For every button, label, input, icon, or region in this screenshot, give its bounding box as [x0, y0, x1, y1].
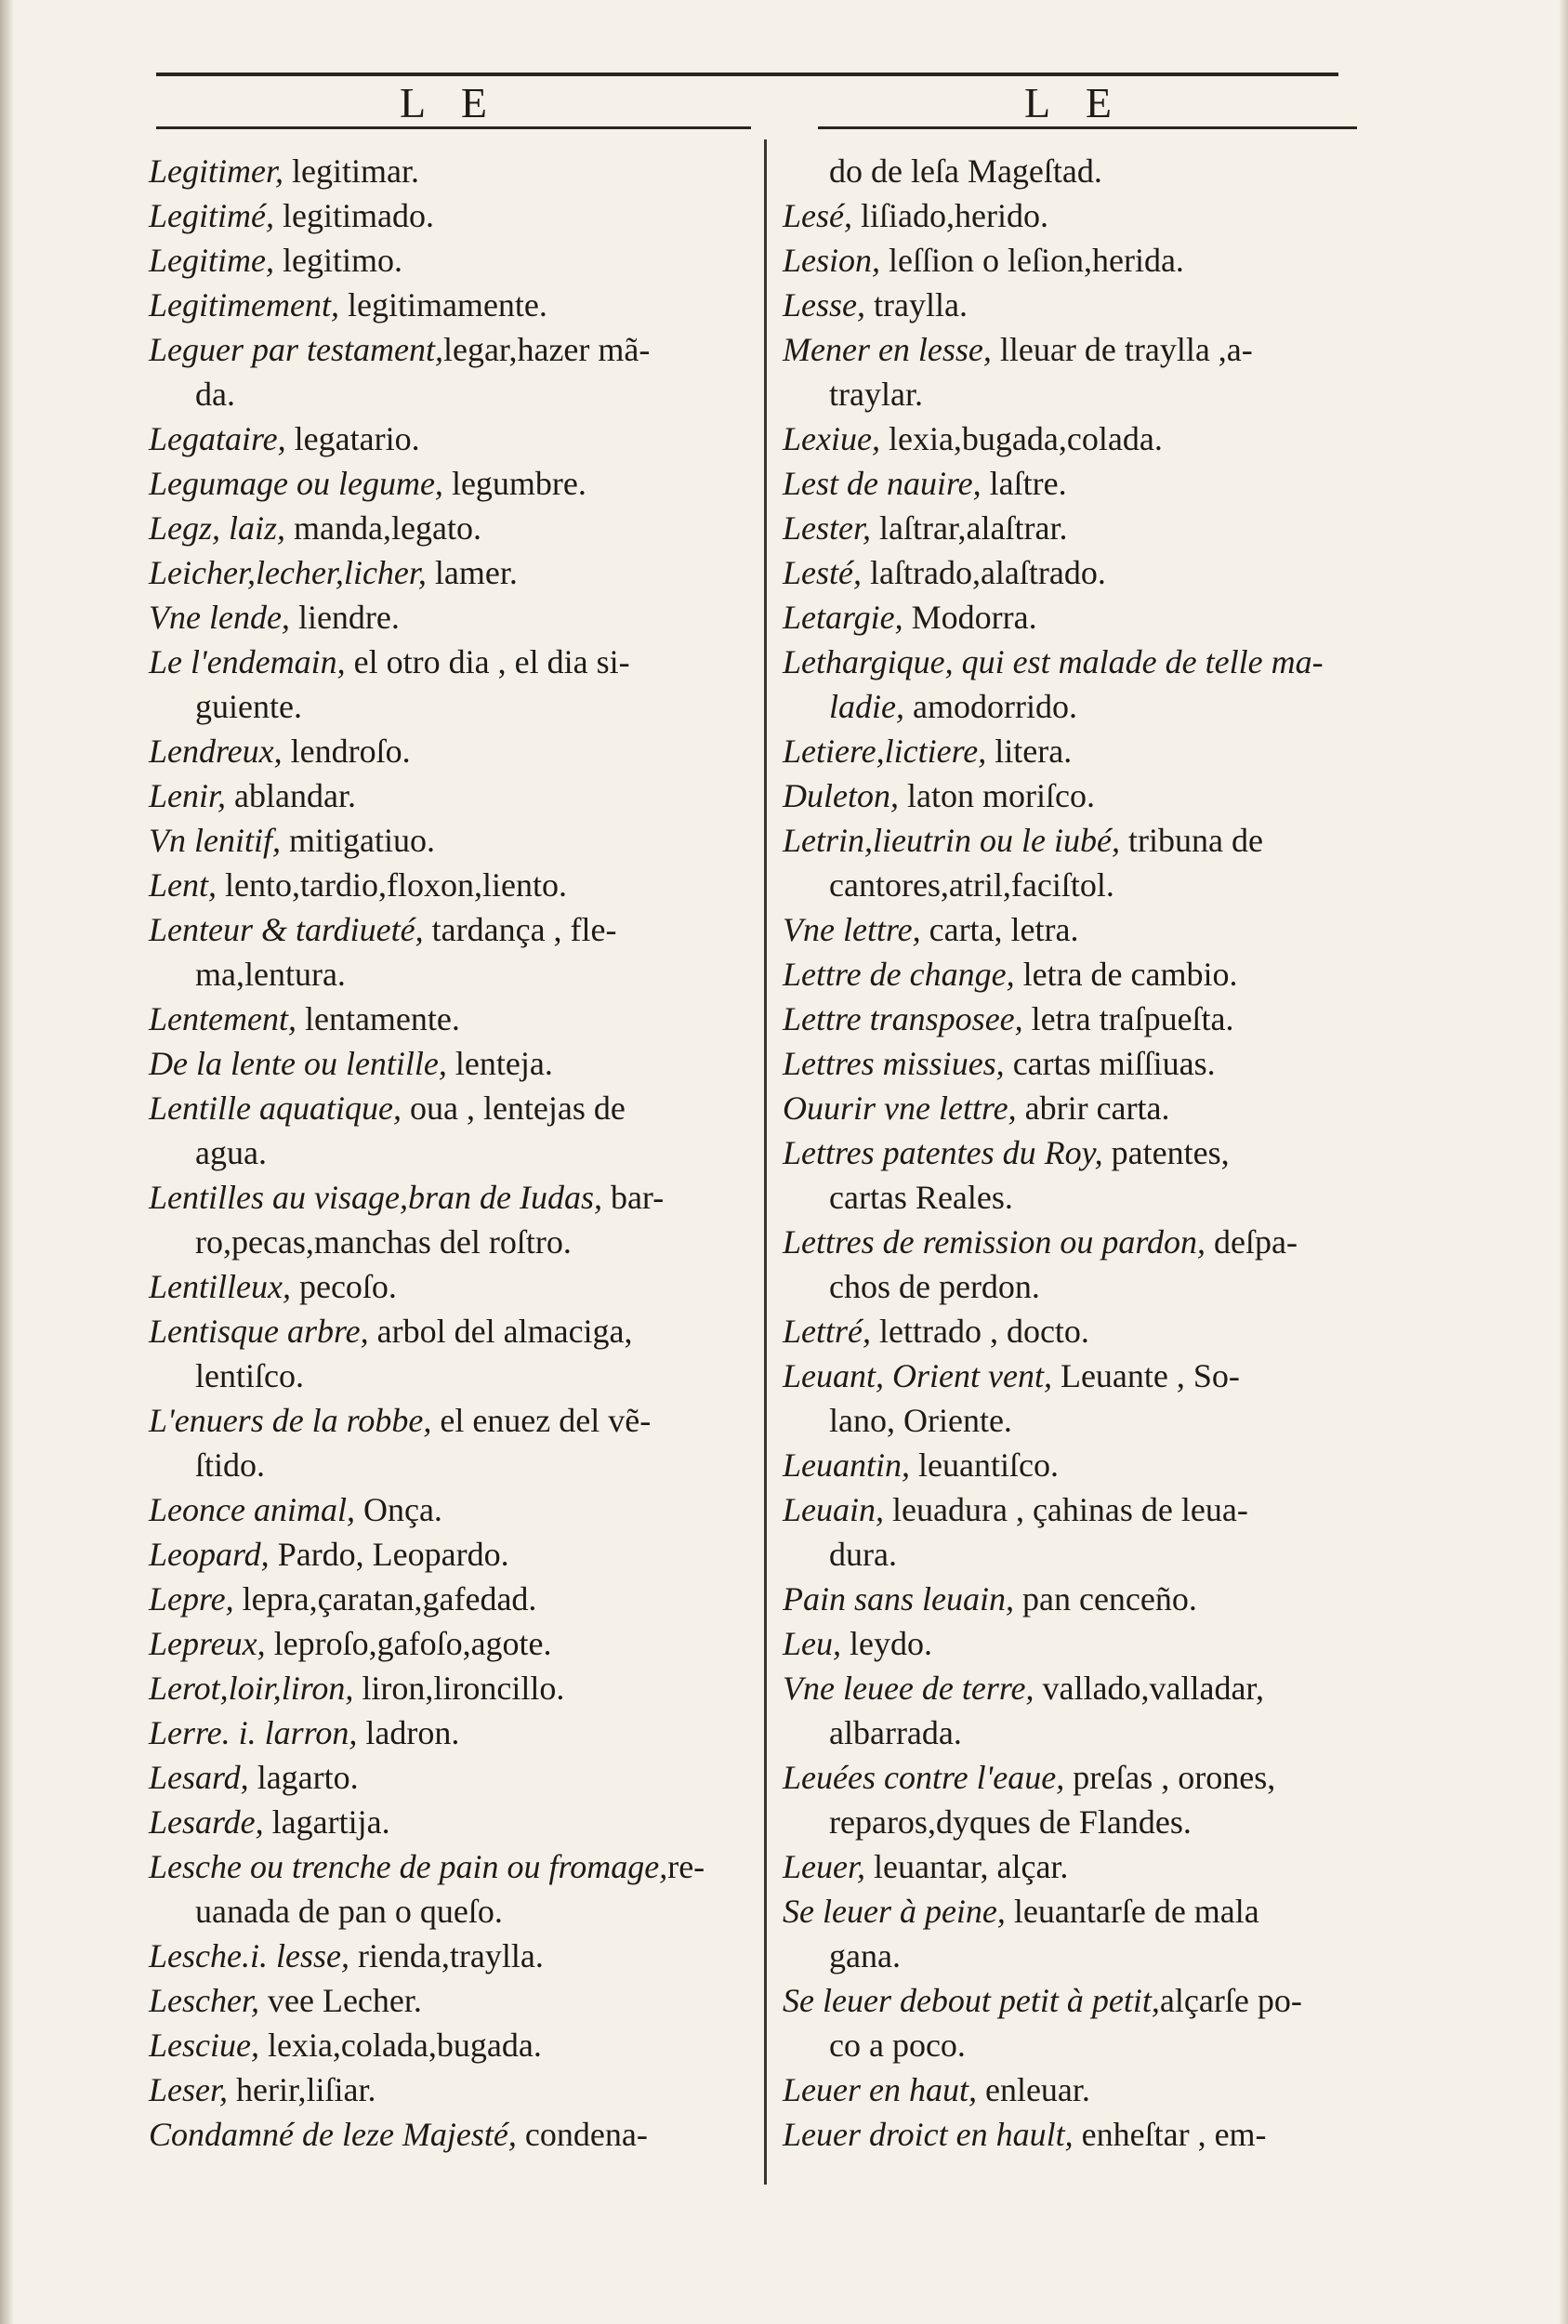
headword: Legitimement,	[149, 286, 339, 324]
headword: Lentilleux,	[149, 1268, 291, 1305]
definition: laſtrar,alaſtrar.	[871, 509, 1068, 547]
headword: Lesté,	[783, 554, 862, 591]
dictionary-entry	[783, 1487, 1368, 1577]
dictionary-entry	[149, 863, 725, 907]
column-divider	[764, 139, 767, 2185]
headword: Lentille aquatique,	[149, 1089, 402, 1127]
dictionary-entry	[783, 729, 1368, 773]
dictionary-entry	[149, 2067, 725, 2112]
dictionary-entry	[783, 773, 1368, 818]
definition: lentamente.	[296, 1000, 460, 1037]
dictionary-entry	[149, 1041, 725, 1086]
headword: Lerot,loir,liron,	[149, 1670, 354, 1707]
headword: Leuer en haut,	[783, 2071, 977, 2108]
definition: rienda,traylla.	[349, 1937, 544, 1974]
dictionary-entry	[149, 193, 725, 238]
definition-continuation: lano, Oriente.	[829, 1402, 1012, 1439]
headword: Duleton,	[783, 777, 899, 814]
definition: enleuar.	[976, 2071, 1090, 2108]
headword: Condamné de leze Majesté,	[149, 2116, 517, 2153]
definition: arbol del almaciga,	[368, 1313, 633, 1350]
continuation-line	[149, 372, 725, 416]
dictionary-entry	[783, 238, 1368, 283]
continuation-line	[149, 1130, 725, 1175]
headword: Lentilles au visage,bran de Iudas,	[149, 1179, 602, 1216]
headword: Lesarde,	[149, 1803, 264, 1841]
dictionary-entry	[149, 997, 725, 1041]
headword: Lentement,	[149, 1000, 296, 1037]
definition-continuation: ro,pecas,manchas del roſtro.	[195, 1223, 572, 1261]
definition: leuantarſe de mala	[1005, 1893, 1259, 1930]
headword: Letrin,lieutrin ou le iubé,	[783, 822, 1120, 859]
definition-continuation: reparos,dyques de Flandes.	[829, 1803, 1192, 1841]
definition: leuantiſco.	[910, 1446, 1059, 1484]
headword: Ouurir vne lettre,	[783, 1089, 1017, 1127]
dictionary-entry	[783, 1041, 1368, 1086]
dictionary-entry	[149, 149, 725, 193]
dictionary-entry	[149, 907, 725, 997]
definition: vallado,valladar,	[1034, 1670, 1264, 1707]
definition: preſas , orones,	[1064, 1759, 1276, 1796]
continuation-line	[783, 1398, 1368, 1443]
headword: Lesche ou trenche de pain ou fromage,	[149, 1848, 668, 1885]
headword: Leuain,	[783, 1491, 885, 1528]
definition-continuation: lentiſco.	[195, 1357, 304, 1394]
headword: Legumage ou legume,	[149, 465, 443, 502]
dictionary-entry	[149, 1844, 725, 1934]
definition: laton moriſco.	[898, 777, 1095, 814]
headword: Vne lende,	[149, 599, 290, 636]
headword: Le l'endemain,	[149, 643, 346, 680]
continuation-line	[783, 684, 1368, 729]
definition: letra traſpueſta.	[1022, 1000, 1234, 1037]
dictionary-entry	[149, 1398, 725, 1487]
continuation-line	[783, 1800, 1368, 1844]
continuation-line	[783, 1264, 1368, 1309]
dictionary-entry	[783, 1220, 1368, 1309]
dictionary-entry	[149, 729, 725, 773]
dictionary-entry	[783, 1978, 1368, 2067]
definition: lenteja.	[446, 1045, 553, 1082]
top-rule	[156, 73, 1338, 76]
headword: Legitimé,	[149, 197, 274, 234]
continuation-line	[783, 1710, 1368, 1755]
headword: Letargie,	[783, 599, 903, 636]
dictionary-entry	[149, 1621, 725, 1666]
dictionary-entry	[149, 1666, 725, 1710]
dictionary-entry	[783, 997, 1368, 1041]
headword: Mener en lesse,	[783, 331, 992, 368]
dictionary-entry	[783, 461, 1368, 506]
dictionary-entry	[783, 149, 1368, 193]
definition: leproſo,gafoſo,agote.	[265, 1625, 552, 1662]
continuation-line	[783, 863, 1368, 907]
continuation-line	[149, 952, 725, 997]
definition: el enuez del vẽ-	[431, 1402, 652, 1439]
definition-continuation: ſtido.	[195, 1446, 266, 1484]
headword: Lesciue,	[149, 2027, 259, 2064]
headword: Lendreux,	[149, 733, 283, 770]
definition: lamer.	[426, 554, 518, 591]
dictionary-entry	[783, 193, 1368, 238]
dictionary-entry	[783, 1755, 1368, 1844]
headword: Lettre de change,	[783, 956, 1015, 993]
definition: leydo.	[841, 1625, 932, 1662]
definition: lexia,colada,bugada.	[258, 2027, 542, 2064]
continuation-line	[783, 372, 1368, 416]
dictionary-entry	[149, 506, 725, 550]
definition: laſtre.	[981, 465, 1067, 502]
dictionary-entry	[783, 416, 1368, 461]
definition: legitimo.	[273, 242, 402, 279]
continuation-line	[783, 1532, 1368, 1577]
definition: lento,tardio,floxon,liento.	[217, 866, 567, 904]
headword: Lentisque arbre,	[149, 1313, 369, 1350]
headword: Lettré,	[783, 1313, 871, 1350]
dictionary-entry	[149, 640, 725, 729]
headword: Legz, laiz,	[149, 509, 286, 547]
definition: tribuna de	[1119, 822, 1263, 859]
continuation-line	[149, 1220, 725, 1264]
definition-continuation: cantores,atril,faciſtol.	[829, 866, 1114, 904]
definition: lleuar de traylla ,a-	[991, 331, 1253, 368]
definition-continuation: chos de perdon.	[829, 1268, 1040, 1305]
headword: Lesche.i. lesse,	[149, 1937, 349, 1974]
dictionary-entry	[783, 1577, 1368, 1621]
definition-continuation: albarrada.	[829, 1714, 962, 1751]
definition: Modorra.	[903, 599, 1037, 636]
headword: Lettre transposee,	[783, 1000, 1023, 1037]
headword: L'enuers de la robbe,	[149, 1402, 432, 1439]
headword: Leopard,	[149, 1536, 270, 1573]
headword-continuation: ladie,	[829, 688, 904, 725]
headword: Vne lettre,	[783, 911, 921, 948]
continuation-line	[149, 1443, 725, 1487]
right-column	[783, 149, 1368, 2157]
dictionary-entry	[149, 461, 725, 506]
definition: condena-	[516, 2116, 648, 2153]
definition: legumbre.	[442, 465, 586, 502]
headword: Lettres de remission ou pardon,	[783, 1223, 1206, 1261]
headword: Leonce animal,	[149, 1491, 355, 1528]
definition: ladron.	[357, 1714, 460, 1751]
headword: Lesard,	[149, 1759, 249, 1796]
definition: vee Lecher.	[259, 1982, 422, 2019]
definition: re-	[667, 1848, 705, 1885]
definition-continuation: co a poco.	[829, 2027, 966, 2064]
header-rule-right	[818, 126, 1357, 129]
headword: Leuer,	[783, 1848, 865, 1885]
headword: Lesé,	[783, 197, 852, 234]
dictionary-entry	[149, 1934, 725, 1978]
headword: Legitime,	[149, 242, 274, 279]
definition: leuantar, alçar.	[865, 1848, 1069, 1885]
definition: traylla.	[865, 286, 968, 324]
dictionary-entry	[149, 2112, 725, 2157]
headword: Lester,	[783, 509, 872, 547]
definition: alçarſe po-	[1159, 1982, 1302, 2019]
definition-continuation: agua.	[195, 1134, 267, 1171]
dictionary-entry	[149, 283, 725, 327]
definition-continuation: traylar.	[829, 376, 923, 413]
dictionary-entry	[149, 1264, 725, 1309]
dictionary-entry	[783, 1844, 1368, 1889]
definition: Leuante , So-	[1051, 1357, 1240, 1394]
dictionary-entry	[149, 1710, 725, 1755]
headword: Lesse,	[783, 286, 865, 324]
dictionary-entry	[783, 640, 1368, 729]
headword: Se leuer à peine,	[783, 1893, 1006, 1930]
headword: Lenir,	[149, 777, 227, 814]
dictionary-entry	[149, 1175, 725, 1264]
definition: legitimado.	[273, 197, 434, 234]
definition: lagarto.	[248, 1759, 359, 1796]
continuation-line	[149, 1353, 725, 1398]
headword: Se leuer debout petit à petit,	[783, 1982, 1160, 2019]
definition: Onça.	[354, 1491, 442, 1528]
headword: Legitimer,	[149, 152, 284, 190]
definition: legitimamente.	[338, 286, 547, 324]
headword: Pain sans leuain,	[783, 1580, 1014, 1618]
headword: Leu,	[783, 1625, 841, 1662]
definition: liron,lironcillo.	[353, 1670, 565, 1707]
dictionary-entry	[783, 1353, 1368, 1443]
definition: deſpa-	[1206, 1223, 1298, 1261]
definition: cartas miſſiuas.	[1004, 1045, 1216, 1082]
headword: Lepre,	[149, 1580, 234, 1618]
definition: do de leſa Mageſtad.	[829, 152, 1102, 190]
definition: carta, letra.	[920, 911, 1079, 948]
definition: abrir carta.	[1016, 1089, 1170, 1127]
headword: Lexiue,	[783, 420, 880, 457]
definition: laſtrado,alaſtrado.	[862, 554, 1106, 591]
headword: Legataire,	[149, 420, 286, 457]
headword: Lest de nauire,	[783, 465, 982, 502]
dictionary-entry	[149, 2023, 725, 2067]
headword: Leguer par testament,	[149, 331, 443, 368]
definition: lendroſo.	[282, 733, 411, 770]
definition: legatario.	[285, 420, 420, 457]
dictionary-entry	[783, 2067, 1368, 2112]
definition-continuation: amodorrido.	[903, 688, 1077, 725]
continuation-line	[783, 1175, 1368, 1220]
dictionary-entry	[783, 1130, 1368, 1220]
dictionary-entry	[149, 773, 725, 818]
continuation-line	[783, 1934, 1368, 1978]
definition: letra de cambio.	[1014, 956, 1238, 993]
headword: Letiere,lictiere,	[783, 733, 987, 770]
headword: Lesion,	[783, 242, 881, 279]
dictionary-entry	[149, 238, 725, 283]
dictionary-entry	[149, 1487, 725, 1532]
dictionary-entry	[783, 907, 1368, 952]
dictionary-entry	[783, 506, 1368, 550]
headword: Lettres missiues,	[783, 1045, 1005, 1082]
dictionary-entry	[149, 550, 725, 595]
dictionary-entry	[783, 1621, 1368, 1666]
headword: Lettres patentes du Roy,	[783, 1134, 1103, 1171]
definition: litera.	[986, 733, 1073, 770]
dictionary-entry	[783, 283, 1368, 327]
headword: Lenteur & tardiueté,	[149, 911, 424, 948]
dictionary-entry	[783, 952, 1368, 997]
page-edge-left	[0, 0, 13, 2324]
headword: Vne leuee de terre,	[783, 1670, 1034, 1707]
headword: Vn lenitif,	[149, 822, 281, 859]
dictionary-entry	[149, 818, 725, 863]
dictionary-entry	[149, 1978, 725, 2023]
headword: Leuer droict en hault,	[783, 2116, 1074, 2153]
headword: Lepreux,	[149, 1625, 266, 1662]
dictionary-entry	[783, 1666, 1368, 1755]
definition: herir,liſiar.	[228, 2071, 376, 2108]
definition-continuation: da.	[195, 376, 235, 413]
headword: Lescher,	[149, 1982, 259, 2019]
dictionary-entry	[783, 550, 1368, 595]
headword: Leuées contre l'eaue,	[783, 1759, 1065, 1796]
running-header-right: L E	[1024, 79, 1125, 126]
headword: Leicher,lecher,licher,	[149, 554, 427, 591]
definition-continuation: dura.	[829, 1536, 897, 1573]
dictionary-entry	[783, 1889, 1368, 1978]
definition: lagartija.	[263, 1803, 390, 1841]
headword: Lerre. i. larron,	[149, 1714, 358, 1751]
dictionary-entry	[783, 327, 1368, 416]
definition: lettrado , docto.	[871, 1313, 1089, 1350]
headword: Leuantin,	[783, 1446, 911, 1484]
definition: lepra,çaratan,gafedad.	[233, 1580, 537, 1618]
dictionary-entry	[149, 1755, 725, 1800]
continuation-line	[783, 2023, 1368, 2067]
dictionary-entry	[149, 416, 725, 461]
dictionary-entry	[149, 1086, 725, 1175]
dictionary-entry	[783, 1086, 1368, 1130]
definition-continuation: gana.	[829, 1937, 901, 1974]
definition-continuation: uanada de pan o queſo.	[195, 1893, 503, 1930]
headword: Lent,	[149, 866, 217, 904]
definition: bar-	[601, 1179, 665, 1216]
definition: oua , lentejas de	[401, 1089, 626, 1127]
dictionary-entry	[149, 1532, 725, 1577]
dictionary-entry	[149, 1577, 725, 1621]
definition: manda,legato.	[285, 509, 481, 547]
definition: leuadura , çahinas de leua-	[884, 1491, 1248, 1528]
dictionary-entry	[783, 1309, 1368, 1353]
left-column	[149, 149, 725, 2157]
definition: legitimar.	[283, 152, 419, 190]
definition: enheſtar , em-	[1073, 2116, 1267, 2153]
dictionary-entry	[783, 2112, 1368, 2157]
dictionary-entry	[783, 1443, 1368, 1487]
dictionary-entry	[783, 818, 1368, 907]
continuation-line	[149, 684, 725, 729]
dictionary-entry	[149, 595, 725, 640]
definition: liſiado,herido.	[852, 197, 1048, 234]
header-rule-left	[156, 126, 751, 129]
dictionary-entry	[783, 595, 1368, 640]
page-edge-right	[1559, 0, 1568, 2324]
headword: Leuant, Orient vent,	[783, 1357, 1052, 1394]
definition: ablandar.	[226, 777, 356, 814]
definition: mitigatiuo.	[280, 822, 435, 859]
definition-continuation: ma,lentura.	[195, 956, 346, 993]
definition-continuation: guiente.	[195, 688, 302, 725]
definition: liendre.	[289, 599, 400, 636]
definition: legar,hazer mã-	[442, 331, 651, 368]
definition: el otro dia , el dia si-	[345, 643, 630, 680]
definition: Pardo, Leopardo.	[269, 1536, 509, 1573]
definition-continuation: cartas Reales.	[829, 1179, 1013, 1216]
dictionary-entry	[149, 327, 725, 416]
definition: patentes,	[1102, 1134, 1230, 1171]
running-header-left: L E	[400, 79, 500, 126]
dictionary-entry	[149, 1800, 725, 1844]
dictionary-entry	[149, 1309, 725, 1398]
definition: pecoſo.	[290, 1268, 397, 1305]
definition: tardança , fle-	[423, 911, 617, 948]
continuation-line	[149, 1889, 725, 1934]
definition: pan cenceño.	[1014, 1580, 1197, 1618]
headword: Leser,	[149, 2071, 229, 2108]
definition: lexia,bugada,colada.	[879, 420, 1163, 457]
definition: leſſion o leſion,herida.	[880, 242, 1184, 279]
headword: De la lente ou lentille,	[149, 1045, 447, 1082]
headword: Lethargique, qui est malade de telle ma-	[783, 643, 1324, 680]
